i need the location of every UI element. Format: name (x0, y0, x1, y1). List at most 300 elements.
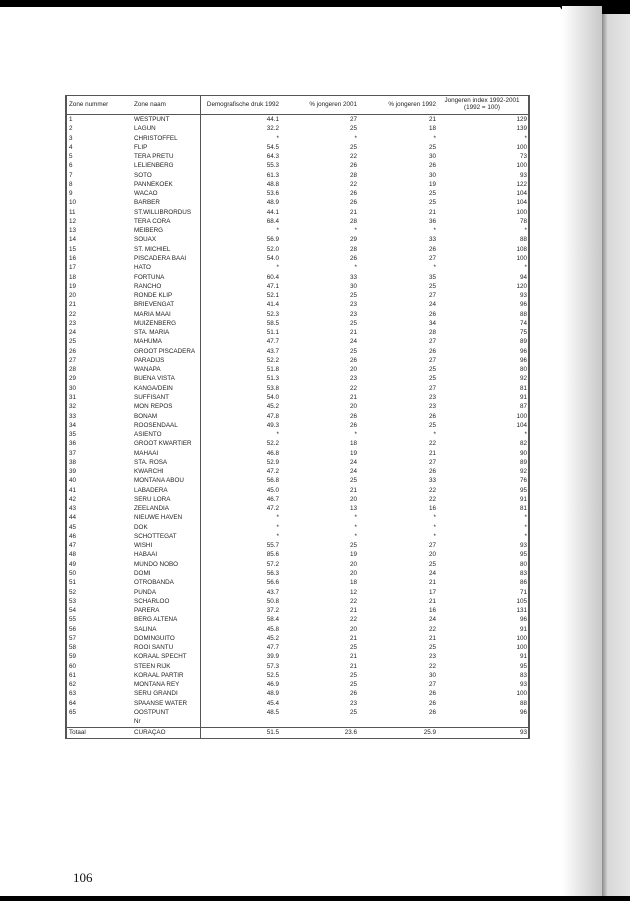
cell-demografische-druk: 52.9 (266, 458, 279, 466)
cell-jongeren-index: 100 (516, 634, 527, 642)
cell-zone-naam: PARADIJS (134, 356, 165, 364)
cell-zone-naam: ST.WILLIBRORDUS (134, 208, 192, 216)
total-label: Totaal (69, 728, 86, 736)
cell-jongeren-2001: 21 (349, 393, 357, 401)
table-row (67, 198, 528, 207)
cell-jongeren-2001: 26 (349, 421, 357, 429)
header-index-line1: Jongeren index 1992-2001 (444, 97, 520, 104)
cell-jongeren-1992: 27 (428, 384, 436, 392)
cell-demografische-druk: 43.7 (266, 588, 279, 596)
cell-jongeren-index: 89 (519, 338, 527, 346)
table-row (67, 523, 528, 532)
cell-jongeren-index: 76 (519, 477, 527, 485)
cell-zone-nummer: 56 (69, 625, 77, 633)
page-number: 106 (73, 870, 93, 885)
table-row (67, 569, 528, 578)
table-row (67, 439, 528, 448)
table-row (67, 337, 528, 346)
cell-demografische-druk: 46.9 (266, 681, 279, 689)
cell-zone-nummer: 15 (69, 245, 77, 253)
cell-jongeren-2001: 19 (349, 449, 357, 457)
cell-jongeren-index: 80 (519, 366, 527, 374)
table-row (67, 319, 528, 328)
cell-zone-naam: BUENA VISTA (134, 375, 175, 383)
table-row (67, 504, 528, 513)
cell-jongeren-2001: 33 (349, 273, 357, 281)
table-row (67, 152, 528, 161)
cell-zone-nummer: 12 (69, 217, 77, 225)
cell-zone-nummer: 25 (69, 338, 77, 346)
cell-jongeren-index: 92 (519, 375, 527, 383)
cell-jongeren-2001: 22 (349, 597, 357, 605)
cell-demografische-druk: 52.0 (266, 245, 279, 253)
cell-jongeren-2001: 20 (349, 366, 357, 374)
cell-demografische-druk: 56.9 (266, 236, 279, 244)
cell-zone-nummer: 14 (69, 236, 77, 244)
cell-demografische-druk: * (276, 431, 279, 439)
cell-demografische-druk: 48.9 (266, 199, 279, 207)
cell-zone-nummer: 2 (69, 125, 73, 133)
cell-jongeren-index: 88 (519, 310, 527, 318)
table-row (67, 412, 528, 421)
cell-jongeren-index: 93 (519, 681, 527, 689)
youth-index-table (65, 95, 530, 739)
table-row (67, 588, 528, 597)
cell-jongeren-index: 95 (519, 662, 527, 670)
cell-demografische-druk: 47.2 (266, 505, 279, 513)
cell-zone-nummer: 46 (69, 532, 77, 540)
table-row (67, 310, 528, 319)
table-row (67, 671, 528, 680)
cell-demografische-druk: 52.3 (266, 310, 279, 318)
cell-zone-naam: ASIENTO (134, 431, 162, 439)
cell-demografische-druk: 58.5 (266, 319, 279, 327)
table-row (67, 421, 528, 430)
cell-jongeren-2001: 20 (349, 403, 357, 411)
cell-zone-nummer: 23 (69, 319, 77, 327)
table-row (67, 347, 528, 356)
cell-jongeren-2001: 20 (349, 495, 357, 503)
table-row (67, 171, 528, 180)
cell-jongeren-index: 100 (516, 254, 527, 262)
cell-jongeren-2001: * (354, 227, 357, 235)
total-row (67, 727, 528, 738)
header-demografische-druk: Demografische druk 1992 (206, 101, 279, 108)
cell-demografische-druk: 48.5 (266, 709, 279, 716)
table-row (67, 356, 528, 365)
cell-zone-nummer: 33 (69, 412, 77, 420)
table-row (67, 652, 528, 661)
cell-jongeren-index: 93 (519, 292, 527, 300)
cell-jongeren-1992: * (433, 134, 436, 142)
cell-jongeren-1992: * (433, 264, 436, 272)
cell-zone-naam: SCHARLOO (134, 597, 170, 605)
cell-jongeren-1992: 16 (428, 607, 436, 615)
cell-jongeren-2001: 25 (349, 644, 357, 652)
cell-jongeren-1992: 28 (428, 329, 436, 337)
cell-zone-naam: WANAPA (134, 366, 161, 374)
cell-jongeren-2001: 28 (349, 245, 357, 253)
cell-jongeren-1992: 25 (428, 143, 436, 151)
cell-demografische-druk: 45.2 (266, 634, 279, 642)
cell-zone-naam: HATO (134, 264, 151, 272)
cell-demografische-druk: 54.0 (266, 393, 279, 401)
scan-bottom-edge (0, 896, 630, 901)
cell-jongeren-index: 81 (519, 505, 527, 513)
cell-zone-naam: RONDE KLIP (134, 292, 173, 300)
cell-demografische-druk: 37.2 (266, 607, 279, 615)
cell-jongeren-1992: 30 (428, 153, 436, 161)
cell-zone-nummer: 63 (69, 690, 77, 698)
cell-zone-naam: SPAANSE WATER (134, 699, 188, 707)
cell-demografische-druk: 51.3 (266, 375, 279, 383)
cell-jongeren-index: 95 (519, 486, 527, 494)
cell-jongeren-2001: 21 (349, 208, 357, 216)
cell-jongeren-index: 122 (516, 180, 527, 188)
table-row (67, 291, 528, 300)
cell-jongeren-1992: 24 (428, 616, 436, 624)
table-row (67, 476, 528, 485)
cell-jongeren-1992: 26 (428, 468, 436, 476)
cell-jongeren-index: 90 (519, 449, 527, 457)
cell-zone-naam: DOMI (134, 570, 151, 578)
cell-jongeren-1992: 27 (428, 356, 436, 364)
cell-demografische-druk: 41.4 (266, 301, 279, 309)
cell-demografische-druk: 60.4 (266, 273, 279, 281)
table-row (67, 273, 528, 282)
cell-jongeren-index: * (524, 134, 527, 142)
cell-zone-naam: MUNDO NOBO (134, 560, 179, 568)
cell-demografische-druk: * (276, 532, 279, 540)
cell-jongeren-index: 81 (519, 384, 527, 392)
cell-jongeren-1992: 30 (428, 171, 436, 179)
cell-jongeren-index: 78 (519, 217, 527, 225)
cell-jongeren-2001: 25 (349, 292, 357, 300)
table-row (67, 189, 528, 198)
table-row (67, 467, 528, 476)
cell-zone-naam: MAHAAI (134, 449, 159, 457)
cell-jongeren-2001: 26 (349, 199, 357, 207)
cell-zone-naam: PANNEKOEK (134, 180, 173, 188)
cell-jongeren-2001: 26 (349, 190, 357, 198)
cell-jongeren-2001: 19 (349, 551, 357, 559)
cell-zone-nummer: 9 (69, 190, 73, 198)
cell-demografische-druk: 45.4 (266, 699, 279, 707)
cell-zone-nummer: 31 (69, 393, 77, 401)
cell-jongeren-index: 86 (519, 579, 527, 587)
cell-zone-naam: TERA CORA (134, 217, 171, 225)
cell-zone-naam: KWARCHI (134, 468, 164, 476)
cell-zone-nummer: 41 (69, 486, 77, 494)
cell-jongeren-index: 105 (516, 597, 527, 605)
cell-jongeren-1992: 24 (428, 570, 436, 578)
cell-zone-nummer: 19 (69, 282, 77, 290)
table-row (67, 708, 528, 717)
cell-zone-naam: ZEELANDIA (134, 505, 169, 513)
table-row (67, 699, 528, 708)
cell-zone-nummer: 17 (69, 264, 77, 272)
cell-jongeren-1992: 26 (428, 690, 436, 698)
total-demografische-druk: 51.5 (266, 728, 279, 736)
cell-demografische-druk: 47.7 (266, 338, 279, 346)
table-row (67, 486, 528, 495)
cell-demografische-druk: 64.3 (266, 153, 279, 161)
cell-zone-nummer: 64 (69, 699, 77, 707)
header-jongeren-1992: % jongeren 1992 (388, 101, 436, 108)
cell-zone-naam: OOSTPUNT (134, 709, 169, 716)
cell-zone-naam: GROOT KWARTIER (134, 440, 192, 448)
cell-zone-naam: WISHI (134, 542, 153, 550)
cell-jongeren-index: 83 (519, 671, 527, 679)
table-row (67, 662, 528, 671)
cell-jongeren-1992: 25 (428, 375, 436, 383)
cell-jongeren-2001: 23 (349, 310, 357, 318)
cell-jongeren-1992: 27 (428, 458, 436, 466)
cell-jongeren-1992: 26 (428, 709, 436, 716)
cell-zone-naam: ROOSENDAAL (134, 421, 178, 429)
cell-zone-nummer: 24 (69, 329, 77, 337)
table-row (67, 254, 528, 263)
cell-zone-naam: KORAAL SPECHT (134, 653, 187, 661)
cell-jongeren-1992: 25 (428, 560, 436, 568)
cell-demografische-druk: 53.8 (266, 384, 279, 392)
cell-zone-nummer: 30 (69, 384, 77, 392)
cell-zone-nummer: 44 (69, 514, 77, 522)
cell-jongeren-index: * (524, 431, 527, 439)
cell-demografische-druk: 56.8 (266, 477, 279, 485)
table-row (67, 689, 528, 698)
cell-jongeren-index: 120 (516, 282, 527, 290)
cell-jongeren-2001: 29 (349, 236, 357, 244)
cell-demografische-druk: 44.1 (266, 116, 279, 123)
cell-demografische-druk: 55.3 (266, 162, 279, 170)
cell-jongeren-1992: 21 (428, 634, 436, 642)
cell-jongeren-2001: 23 (349, 375, 357, 383)
cell-jongeren-2001: * (354, 532, 357, 540)
cell-jongeren-1992: 25 (428, 282, 436, 290)
cell-jongeren-1992: 25 (428, 644, 436, 652)
header-jongeren-2001: % jongeren 2001 (309, 101, 357, 108)
cell-jongeren-2001: 24 (349, 338, 357, 346)
table-body (67, 115, 528, 727)
cell-zone-naam: SUFFISANT (134, 393, 169, 401)
cell-zone-nummer: 4 (69, 143, 73, 151)
cell-jongeren-1992: 26 (428, 245, 436, 253)
cell-jongeren-2001: 24 (349, 468, 357, 476)
cell-jongeren-index: 89 (519, 458, 527, 466)
table-row (67, 115, 528, 124)
cell-jongeren-index: 96 (519, 347, 527, 355)
cell-zone-nummer: 21 (69, 301, 77, 309)
cell-jongeren-index: 108 (516, 245, 527, 253)
cell-zone-nummer: 45 (69, 523, 77, 531)
cell-demografische-druk: * (276, 514, 279, 522)
cell-zone-nummer: 54 (69, 607, 77, 615)
cell-jongeren-index: 75 (519, 329, 527, 337)
cell-zone-nummer: 65 (69, 709, 77, 716)
cell-demografische-druk: * (276, 264, 279, 272)
cell-jongeren-index: 94 (519, 273, 527, 281)
cell-jongeren-index: 93 (519, 542, 527, 550)
cell-jongeren-index: 87 (519, 403, 527, 411)
table-row (67, 717, 528, 726)
table-row (67, 124, 528, 133)
cell-zone-nummer: 32 (69, 403, 77, 411)
cell-zone-naam: BRIEVENGAT (134, 301, 175, 309)
cell-demografische-druk: 52.1 (266, 292, 279, 300)
cell-zone-naam: SOTO (134, 171, 152, 179)
cell-jongeren-index: 104 (516, 199, 527, 207)
cell-zone-naam: MONTANA REY (134, 681, 180, 689)
table-row (67, 541, 528, 550)
cell-demografische-druk: 47.1 (266, 282, 279, 290)
table-row (67, 245, 528, 254)
table-row (67, 449, 528, 458)
cell-jongeren-index: 100 (516, 208, 527, 216)
cell-zone-naam: STA. ROSA (134, 458, 168, 466)
cell-demografische-druk: 43.7 (266, 347, 279, 355)
cell-zone-nummer: 28 (69, 366, 77, 374)
cell-zone-naam: SALINA (134, 625, 157, 633)
cell-demografische-druk: 46.8 (266, 449, 279, 457)
table-row (67, 134, 528, 143)
cell-jongeren-index: 91 (519, 625, 527, 633)
cell-jongeren-2001: 25 (349, 125, 357, 133)
cell-zone-nummer: 48 (69, 551, 77, 559)
cell-zone-nummer: 38 (69, 458, 77, 466)
cell-jongeren-1992: 23 (428, 393, 436, 401)
cell-jongeren-2001: * (354, 264, 357, 272)
cell-zone-naam: PARERA (134, 607, 160, 615)
cell-demografische-druk: 85.6 (266, 551, 279, 559)
cell-zone-naam: MAHUMA (134, 338, 162, 346)
cell-jongeren-2001: 22 (349, 616, 357, 624)
cell-zone-nummer: 53 (69, 597, 77, 605)
cell-zone-nummer: 7 (69, 171, 73, 179)
cell-jongeren-index: * (524, 264, 527, 272)
cell-jongeren-2001: 22 (349, 153, 357, 161)
cell-jongeren-index: 100 (516, 162, 527, 170)
cell-jongeren-1992: 24 (428, 301, 436, 309)
cell-zone-nummer: 42 (69, 495, 77, 503)
cell-jongeren-2001: 25 (349, 681, 357, 689)
cell-zone-nummer: 52 (69, 588, 77, 596)
cell-jongeren-2001: * (354, 431, 357, 439)
cell-jongeren-2001: 30 (349, 282, 357, 290)
table-row (67, 384, 528, 393)
cell-zone-naam: PISCADERA BAAI (134, 254, 187, 262)
cell-demografische-druk: * (276, 134, 279, 142)
table-row (67, 263, 528, 272)
cell-demografische-druk: 57.2 (266, 560, 279, 568)
cell-zone-nummer: 26 (69, 347, 77, 355)
cell-jongeren-2001: 25 (349, 477, 357, 485)
cell-zone-naam: MUIZENBERG (134, 319, 176, 327)
cell-zone-naam: PUNDA (134, 588, 157, 596)
header-index-line2: (1992 = 100) (464, 104, 500, 111)
cell-demografische-druk: 54.5 (266, 143, 279, 151)
cell-jongeren-1992: 33 (428, 236, 436, 244)
cell-zone-naam: STA. MARIA (134, 329, 170, 337)
cell-jongeren-1992: 17 (428, 588, 436, 596)
cell-jongeren-2001: 26 (349, 162, 357, 170)
cell-zone-naam: LABADERA (134, 486, 168, 494)
total-jongeren-1992: 25.9 (423, 728, 436, 736)
table-row (67, 430, 528, 439)
cell-zone-naam: NIEUWE HAVEN (134, 514, 183, 522)
cell-jongeren-index: 139 (516, 125, 527, 133)
cell-demografische-druk: 56.6 (266, 579, 279, 587)
cell-jongeren-index: * (524, 532, 527, 540)
cell-jongeren-2001: 21 (349, 634, 357, 642)
cell-jongeren-2001: 27 (349, 116, 357, 123)
cell-zone-nummer: 34 (69, 421, 77, 429)
cell-zone-nummer: 8 (69, 180, 73, 188)
cell-jongeren-index: 82 (519, 440, 527, 448)
cell-jongeren-1992: 16 (428, 505, 436, 513)
cell-zone-nummer: 16 (69, 254, 77, 262)
total-jongeren-index: 93 (519, 728, 527, 736)
header-jongeren-index (437, 97, 527, 111)
cell-jongeren-index: 104 (516, 190, 527, 198)
table-row (67, 208, 528, 217)
table-row (67, 143, 528, 152)
cell-jongeren-index: 71 (519, 588, 527, 596)
header-zone-nummer: Zone nummer (69, 101, 109, 108)
table-row (67, 597, 528, 606)
cell-jongeren-1992: * (433, 514, 436, 522)
table-row (67, 282, 528, 291)
cell-zone-nummer: 6 (69, 162, 73, 170)
cell-zone-nummer: 20 (69, 292, 77, 300)
cell-jongeren-index: 96 (519, 301, 527, 309)
cell-jongeren-2001: 20 (349, 570, 357, 578)
cell-zone-nummer: 40 (69, 477, 77, 485)
cell-jongeren-1992: 35 (428, 273, 436, 281)
table-row (67, 328, 528, 337)
cell-jongeren-2001: 12 (349, 588, 357, 596)
cell-demografische-druk: 39.9 (266, 653, 279, 661)
cell-jongeren-index: 93 (519, 171, 527, 179)
cell-zone-nummer: 61 (69, 671, 77, 679)
cell-zone-naam: BONAM (134, 412, 158, 420)
cell-jongeren-2001: 25 (349, 347, 357, 355)
table-row (67, 606, 528, 615)
cell-zone-naam: KANGA/DEIN (134, 384, 173, 392)
cell-jongeren-index: 74 (519, 319, 527, 327)
cell-jongeren-index: 95 (519, 551, 527, 559)
cell-jongeren-2001: 26 (349, 690, 357, 698)
cell-demografische-druk: 52.2 (266, 356, 279, 364)
cell-jongeren-1992: 25 (428, 366, 436, 374)
cell-jongeren-index: 91 (519, 495, 527, 503)
cell-demografische-druk: 57.3 (266, 662, 279, 670)
cell-zone-naam: MONTANA ABOU (134, 477, 184, 485)
cell-jongeren-index: 88 (519, 236, 527, 244)
cell-jongeren-2001: 26 (349, 254, 357, 262)
table-row (67, 643, 528, 652)
cell-jongeren-index: 96 (519, 709, 527, 716)
cell-zone-naam: TERA PRETU (134, 153, 174, 161)
cell-zone-naam: WESTPUNT (134, 116, 170, 123)
table-row (67, 458, 528, 467)
cell-jongeren-2001: 28 (349, 171, 357, 179)
cell-jongeren-1992: 21 (428, 597, 436, 605)
cell-jongeren-1992: 36 (428, 217, 436, 225)
cell-demografische-druk: 51.1 (266, 329, 279, 337)
cell-jongeren-2001: 24 (349, 458, 357, 466)
cell-zone-naam: LELIENBERG (134, 162, 174, 170)
